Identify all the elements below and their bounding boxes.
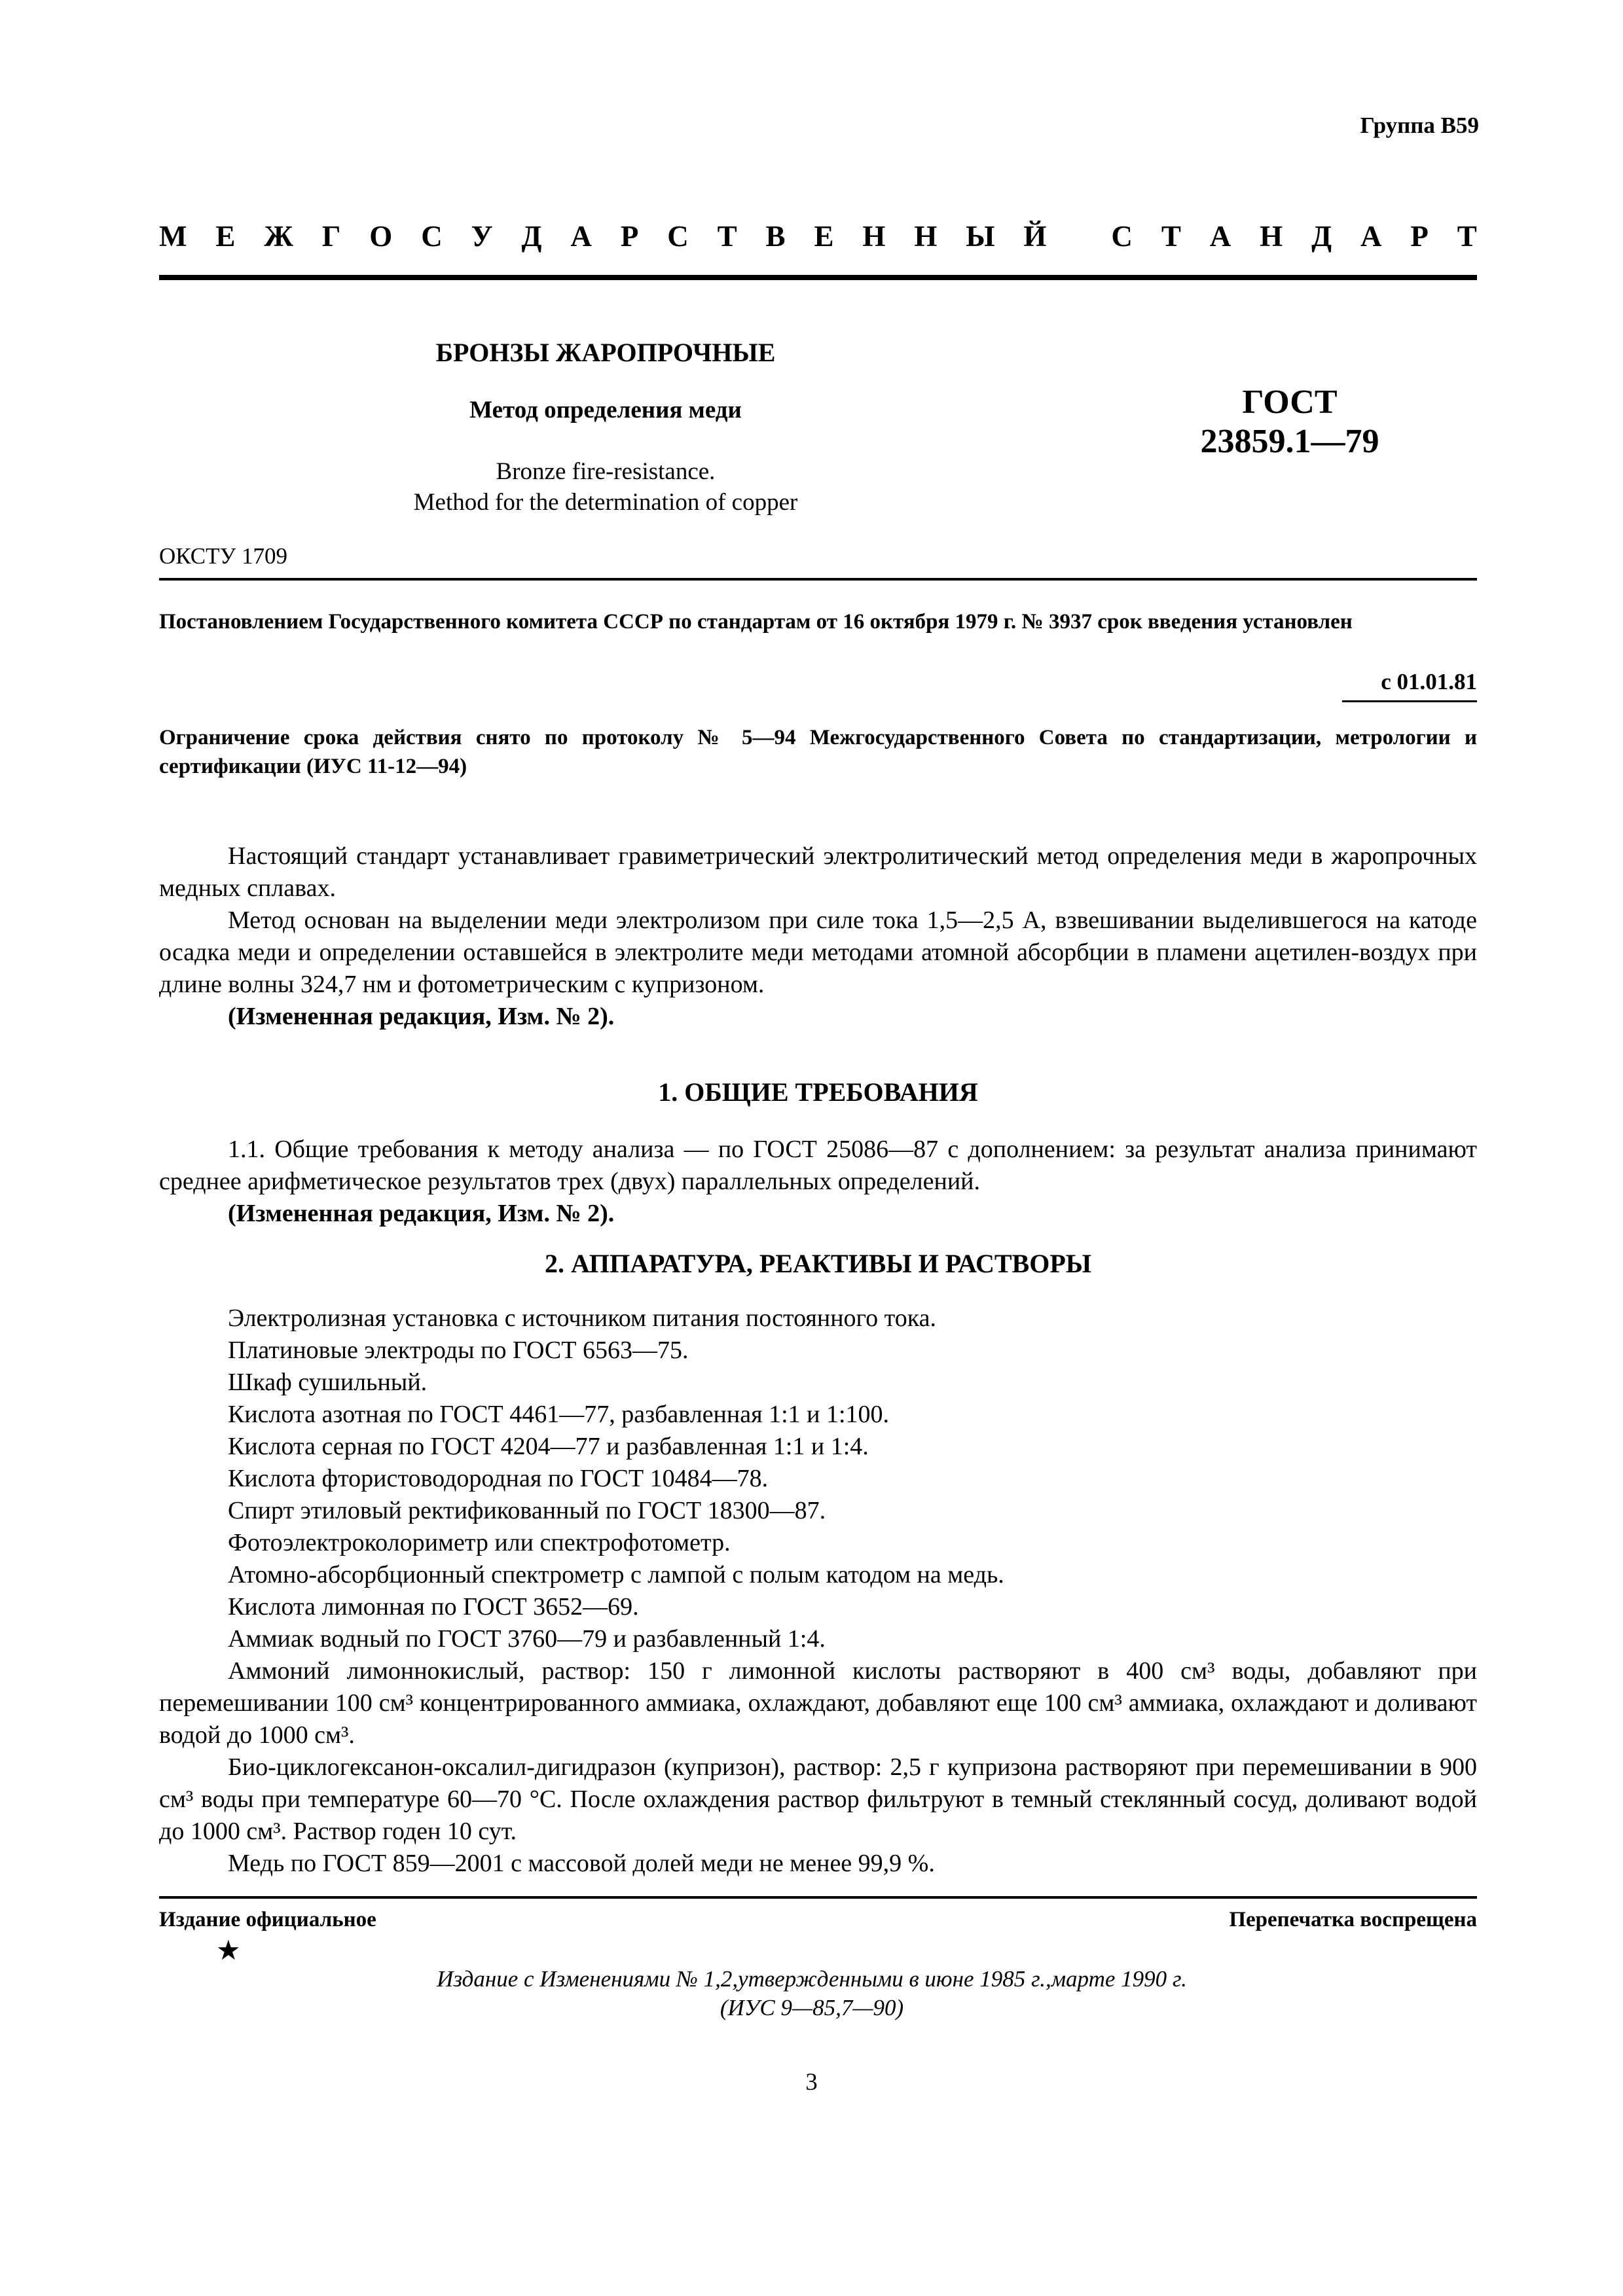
- gost-label: ГОСТ: [1242, 384, 1338, 421]
- page-number: 3: [805, 2069, 818, 2096]
- header-rule: [159, 275, 1477, 280]
- doc-subtitle: Метод определения меди: [469, 397, 742, 423]
- header-letter: А: [1209, 220, 1231, 253]
- header-letter: А: [570, 220, 592, 253]
- paragraph: Метод основан на выделении меди электролизом при силе тока 1,5—2,5 А, взвешивании выделившегося на катоде осадка меди и определении оставшейся в электролите меди методами атомной абсорбции в пламени ацетилен-воздух при длине волны 324,7 нм и фотометрическим с купризоном.: [159, 906, 1477, 998]
- english-title-line: Bronze fire-resistance.: [496, 458, 716, 485]
- header-gap: [1075, 219, 1082, 253]
- standard-header: [159, 219, 1477, 253]
- header-letter: Н: [862, 220, 886, 253]
- header-letter: Т: [1457, 220, 1477, 253]
- header-letter: Ж: [264, 220, 293, 253]
- ammonium-citrate-paragraph: Аммоний лимоннокислый, раствор: 150 г лимонной кислоты растворяют в 400 см³ воды, добавляют при перемешивании 100 см³ концентрированного аммиака, охлаждают, добавляют еще 100 см³ аммиака, охлаждают и доливают водой до 1000 см³.: [159, 1657, 1477, 1749]
- header-letter: С: [1111, 220, 1133, 253]
- header-letter: Е: [215, 220, 236, 253]
- amended-note: (Измененная редакция, Изм. № 2).: [228, 1003, 615, 1030]
- copper-paragraph: Медь по ГОСТ 859—2001 с массовой долей меди не менее 99,9 %.: [228, 1850, 935, 1877]
- paragraph: 1.1. Общие требования к методу анализа — по ГОСТ 25086—87 с дополнением: за результат анализа принимают среднее арифметическое результатов трех (двух) параллельных определений.: [159, 1136, 1477, 1195]
- list-item: Платиновые электроды по ГОСТ 6563—75.: [228, 1336, 689, 1364]
- edition-note: [295, 1965, 1329, 2022]
- header-letter: Й: [1023, 220, 1047, 253]
- header-letter: Р: [620, 220, 639, 253]
- section-2-body: [159, 1302, 1477, 1880]
- doc-title: БРОНЗЫ ЖАРОПРОЧНЫЕ: [435, 338, 776, 367]
- gost-number: 23859.1—79: [1200, 423, 1379, 460]
- amended-note: (Измененная редакция, Изм. № 2).: [228, 1200, 615, 1227]
- list-item: Спирт этиловый ректификованный по ГОСТ 18300—87.: [228, 1497, 826, 1524]
- cuprizone-paragraph: Био-циклогексанон-оксалил-дигидразон (купризон), раствор: 2,5 г купризона растворяют при перемешивании в 900 см³ воды при температуре 60—70 °С. После охлаждения раствор фильтруют в темный стеклянный сосуд, доливают водой до 1000 см³. Раствор годен 10 сут.: [159, 1753, 1477, 1845]
- group-label: Группа В59: [1360, 113, 1479, 138]
- header-letter: Р: [1410, 220, 1429, 253]
- list-item: Атомно-абсорбционный спектрометр с лампой с полым катодом на медь.: [228, 1561, 1004, 1588]
- list-item: Кислота азотная по ГОСТ 4461—77, разбавленная 1:1 и 1:100.: [228, 1401, 890, 1428]
- okstu-code: ОКСТУ 1709: [159, 543, 288, 569]
- english-title-line: Method for the determination of copper: [413, 489, 798, 516]
- intro-date-rule: [1342, 700, 1477, 702]
- header-letter: Е: [814, 220, 834, 253]
- header-letter: У: [471, 220, 493, 253]
- header-letter: Г: [321, 220, 341, 253]
- reprint-prohibited-label: Перепечатка воспрещена: [1229, 1908, 1477, 1931]
- list-item: Электролизная установка с источником питания постоянного тока.: [228, 1304, 937, 1332]
- header-letter: О: [369, 220, 393, 253]
- header-letter: А: [1360, 220, 1382, 253]
- section-1-heading: 1. ОБЩИЕ ТРЕБОВАНИЯ: [658, 1077, 978, 1107]
- header-letter: Н: [914, 220, 938, 253]
- header-letter: Т: [717, 220, 737, 253]
- header-letter: Д: [1311, 220, 1332, 253]
- edition-note-line: Издание с Изменениями № 1,2,утвержденными в июне 1985 г.,марте 1990 г.: [437, 1966, 1187, 1992]
- header-letter: С: [667, 220, 689, 253]
- header-letter: Н: [1260, 220, 1283, 253]
- list-item: Фотоэлектроколориметр или спектрофотометр.: [228, 1529, 731, 1556]
- footer-rule: [159, 1896, 1477, 1899]
- paragraph: Настоящий стандарт устанавливает гравиметрический электролитический метод определения меди в жаропрочных медных сплавах.: [159, 842, 1477, 902]
- list-item: Кислота фтористоводородная по ГОСТ 10484—78.: [228, 1465, 769, 1492]
- list-item: Кислота лимонная по ГОСТ 3652—69.: [228, 1593, 639, 1621]
- header-letter: Д: [521, 220, 542, 253]
- decree-text: Постановлением Государственного комитета СССР по стандартам от 16 октября 1979 г. № 3937 срок введения установлен: [159, 610, 1353, 634]
- section-2-heading: 2. АППАРАТУРА, РЕАКТИВЫ И РАСТВОРЫ: [544, 1249, 1092, 1278]
- list-item: Кислота серная по ГОСТ 4204—77 и разбавленная 1:1 и 1:4.: [228, 1433, 869, 1460]
- intro-date: с 01.01.81: [1381, 669, 1477, 694]
- list-item: Аммиак водный по ГОСТ 3760—79 и разбавленный 1:4.: [228, 1625, 826, 1653]
- header-letter: В: [765, 220, 786, 253]
- intro-block: [159, 840, 1477, 1033]
- section-1-body: [159, 1134, 1477, 1230]
- official-edition-label: Издание официальное: [159, 1908, 376, 1931]
- okstu-rule: [159, 578, 1477, 581]
- star-icon: ★: [216, 1936, 241, 1966]
- list-item: Шкаф сушильный.: [228, 1369, 428, 1396]
- header-letter: М: [159, 220, 187, 253]
- english-title: [295, 456, 917, 518]
- gost-designation: [1165, 383, 1414, 461]
- header-letter: Т: [1161, 220, 1181, 253]
- header-letter: Ы: [966, 220, 995, 253]
- edition-note-line: (ИУС 9—85,7—90): [720, 1995, 904, 2020]
- header-letter: С: [421, 220, 443, 253]
- limitation-text: Ограничение срока действия снято по протоколу № 5—94 Межгосударственного Совета по стандартизации, метрологии и сертификации (ИУС 11-12—94): [159, 726, 1477, 778]
